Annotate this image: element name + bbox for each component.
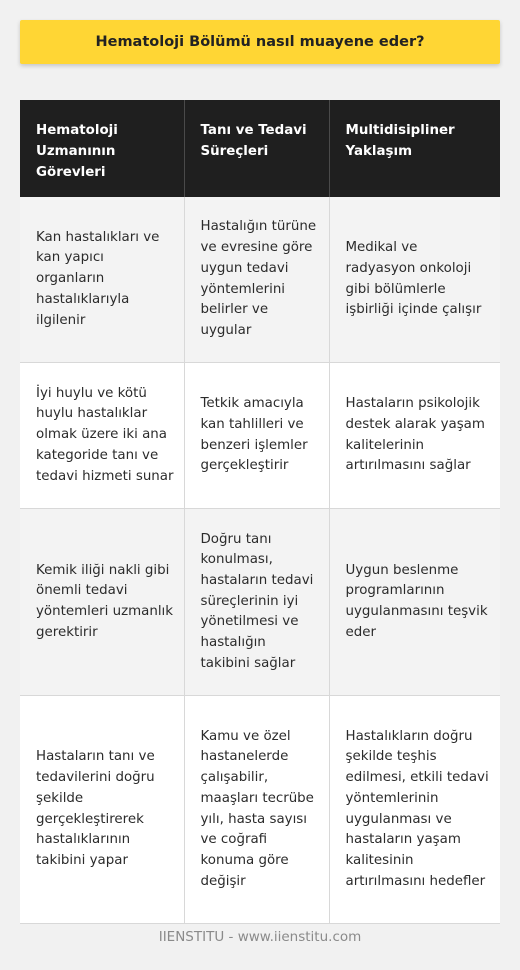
table-cell: Hastaların psikolojik destek alarak yaşam kalitelerinin artırılmasını sağlar bbox=[329, 363, 500, 509]
table-row bbox=[20, 197, 500, 363]
table-cell: Uygun beslenme programlarının uygulanmasını teşvik eder bbox=[329, 509, 500, 696]
table-cell: Medikal ve radyasyon onkoloji gibi bölümlerle işbirliği içinde çalışır bbox=[329, 197, 500, 363]
table-cell: Kamu ve özel hastanelerde çalışabilir, maaşları tecrübe yılı, hasta sayısı ve coğrafi konuma göre değişir bbox=[184, 696, 329, 924]
column-header-diagnosis: Tanı ve Tedavi Süreçleri bbox=[184, 100, 329, 197]
table-row bbox=[20, 696, 500, 924]
footer-credit: IIENSTITU - www.iienstitu.com bbox=[158, 929, 362, 945]
table-cell: Doğru tanı konulması, hastaların tedavi süreçlerinin iyi yönetilmesi ve hastalığın takibini sağlar bbox=[184, 509, 329, 696]
table-cell: Hastalığın türüne ve evresine göre uygun tedavi yöntemlerini belirler ve uygular bbox=[184, 197, 329, 363]
table-cell: Tetkik amacıyla kan tahlilleri ve benzeri işlemler gerçekleştirir bbox=[184, 363, 329, 509]
column-header-duties: Hematoloji Uzmanının Görevleri bbox=[20, 100, 184, 197]
table-cell: Kan hastalıkları ve kan yapıcı organların hastalıklarıyla ilgilenir bbox=[20, 197, 184, 363]
info-table bbox=[20, 100, 500, 924]
table-cell: Kemik iliği nakli gibi önemli tedavi yöntemleri uzmanlık gerektirir bbox=[20, 509, 184, 696]
table-row bbox=[20, 363, 500, 509]
title-banner bbox=[20, 20, 500, 64]
table-header-row bbox=[20, 100, 500, 197]
table-cell: Hastaların tanı ve tedavilerini doğru şekilde gerçekleştirerek hastalıklarının takibini yapar bbox=[20, 696, 184, 924]
table-row bbox=[20, 509, 500, 696]
column-header-approach: Multidisipliner Yaklaşım bbox=[329, 100, 500, 197]
page-title: Hematoloji Bölümü nasıl muayene eder? bbox=[95, 34, 425, 50]
table-cell: Hastalıkların doğru şekilde teşhis edilmesi, etkili tedavi yöntemlerinin uygulanması ve hastaların yaşam kalitesinin artırılmasını hedefler bbox=[329, 696, 500, 924]
table-cell: İyi huylu ve kötü huylu hastalıklar olmak üzere iki ana kategoride tanı ve tedavi hizmeti sunar bbox=[20, 363, 184, 509]
